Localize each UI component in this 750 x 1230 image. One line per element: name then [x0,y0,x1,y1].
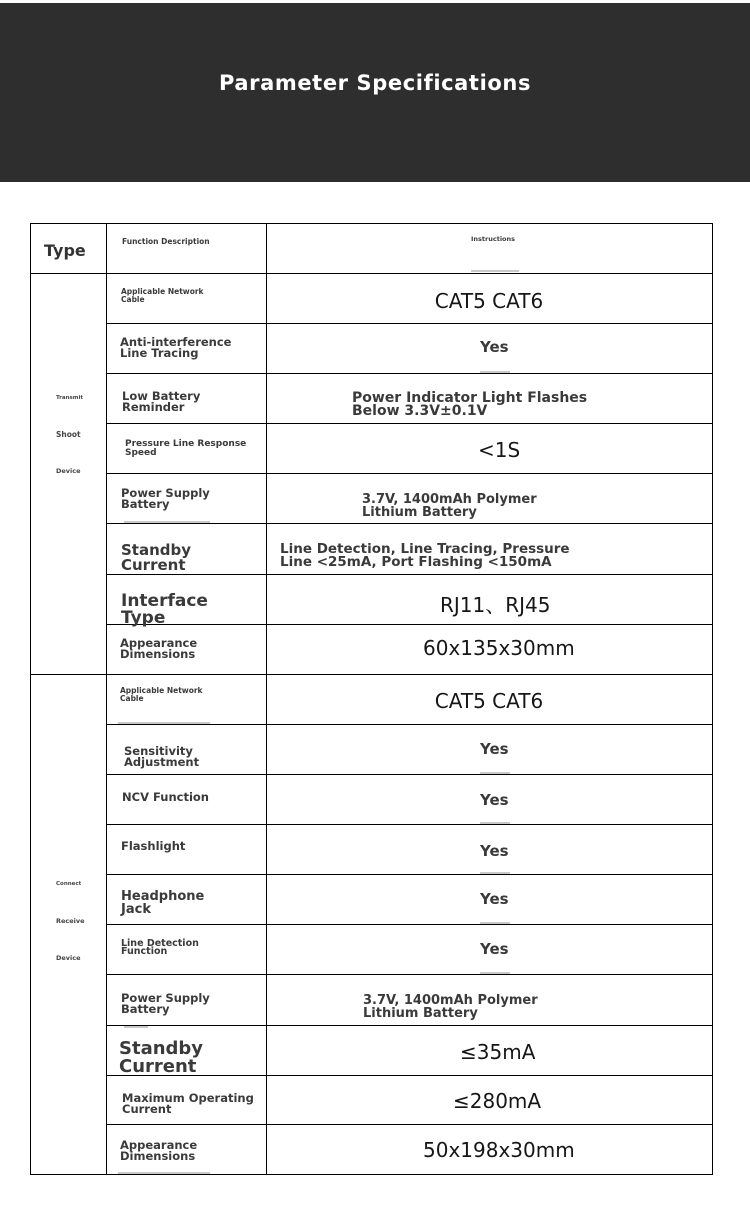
row-divider [106,423,713,424]
row-divider [106,523,713,524]
spec-value: <1S [478,438,521,462]
type-column-header: Type [44,241,86,260]
row-divider [106,874,713,875]
instructions-column-header: Instructions [471,235,516,243]
row-divider [106,373,713,374]
row-divider [106,774,713,775]
spec-value: 50x198x30mm [423,1138,575,1162]
value-underline [118,1172,210,1174]
spec-label: Standby Current [119,1038,204,1077]
value-underline [480,772,510,774]
spec-label: Interface Type [121,591,208,628]
table-border-left [30,223,31,1174]
row-divider [106,323,713,324]
spec-label: Appearance Dimensions [120,636,198,661]
value-underline [118,722,210,724]
column-divider-type [106,223,107,1175]
page-title: Parameter Specifications [218,71,532,95]
value-underline [480,972,510,974]
row-divider [106,1025,713,1026]
table-border-right [712,223,713,1175]
spec-value: Power Indicator Light Flashes Below 3.3V±0.1V [352,390,588,419]
row-divider [106,924,713,925]
spec-label: Low Battery Reminder [122,389,201,414]
spec-label: Maximum Operating Current [122,1091,254,1116]
group-label-device-2: Device [56,954,81,962]
spec-label: Applicable Network Cable [120,686,203,703]
spec-label: Power Supply Battery [121,486,210,511]
spec-value: CAT5 CAT6 [434,289,544,313]
spec-label: Pressure Line Response Speed [125,439,247,458]
group-label-receive: Receive [56,917,85,925]
spec-value: 3.7V, 1400mAh Polymer Lithium Battery [363,993,538,1021]
spec-value: RJ11、RJ45 [440,593,551,617]
value-underline [124,1026,148,1028]
spec-value: ≤35mA [460,1040,536,1064]
row-divider [30,674,713,675]
row-divider [106,974,713,975]
row-divider [106,824,713,825]
spec-value: Yes [480,940,509,958]
spec-value: 3.7V, 1400mAh Polymer Lithium Battery [362,492,537,520]
spec-value: Yes [480,890,509,908]
group-label-connect: Connect [56,881,82,887]
spec-value: Line Detection, Line Tracing, Pressure Line <25mA, Port Flashing <150mA [280,541,570,570]
spec-label: Applicable Network Cable [121,287,204,304]
spec-label: Appearance Dimensions [120,1138,198,1163]
spec-label: Anti-interference Line Tracing [120,335,232,360]
spec-label: NCV Function [122,790,209,804]
spec-label: Line Detection Function [121,938,199,957]
row-divider [30,273,713,274]
value-underline [480,872,510,874]
group-label-shoot: Shoot [56,430,81,439]
spec-label: Sensitivity Adjustment [124,744,200,769]
spec-value: Yes [480,338,509,356]
table-border-bottom [30,1174,713,1175]
spec-label: Flashlight [121,839,186,853]
spec-value: CAT5 CAT6 [434,689,544,713]
row-divider [106,1124,713,1125]
value-underline [480,922,510,924]
value-underline [124,521,210,523]
group-label-device: Device [56,467,81,475]
spec-value: Yes [480,740,509,758]
spec-label: Standby Current [121,541,192,574]
row-divider [106,574,713,575]
spec-label: Headphone Jack [121,889,205,917]
group-label-transmit: Transmit [56,395,84,401]
spec-value: Yes [480,791,509,809]
row-divider [106,473,713,474]
header-underline [471,270,519,272]
table-border-top [30,223,713,224]
function-column-header: Function Description [122,237,210,246]
spec-value: Yes [480,842,509,860]
spec-value: 60x135x30mm [423,636,575,660]
value-underline [480,371,510,373]
row-divider [106,724,713,725]
spec-label: Power Supply Battery [121,991,210,1016]
spec-value: ≤280mA [453,1089,542,1113]
value-underline [480,822,510,824]
